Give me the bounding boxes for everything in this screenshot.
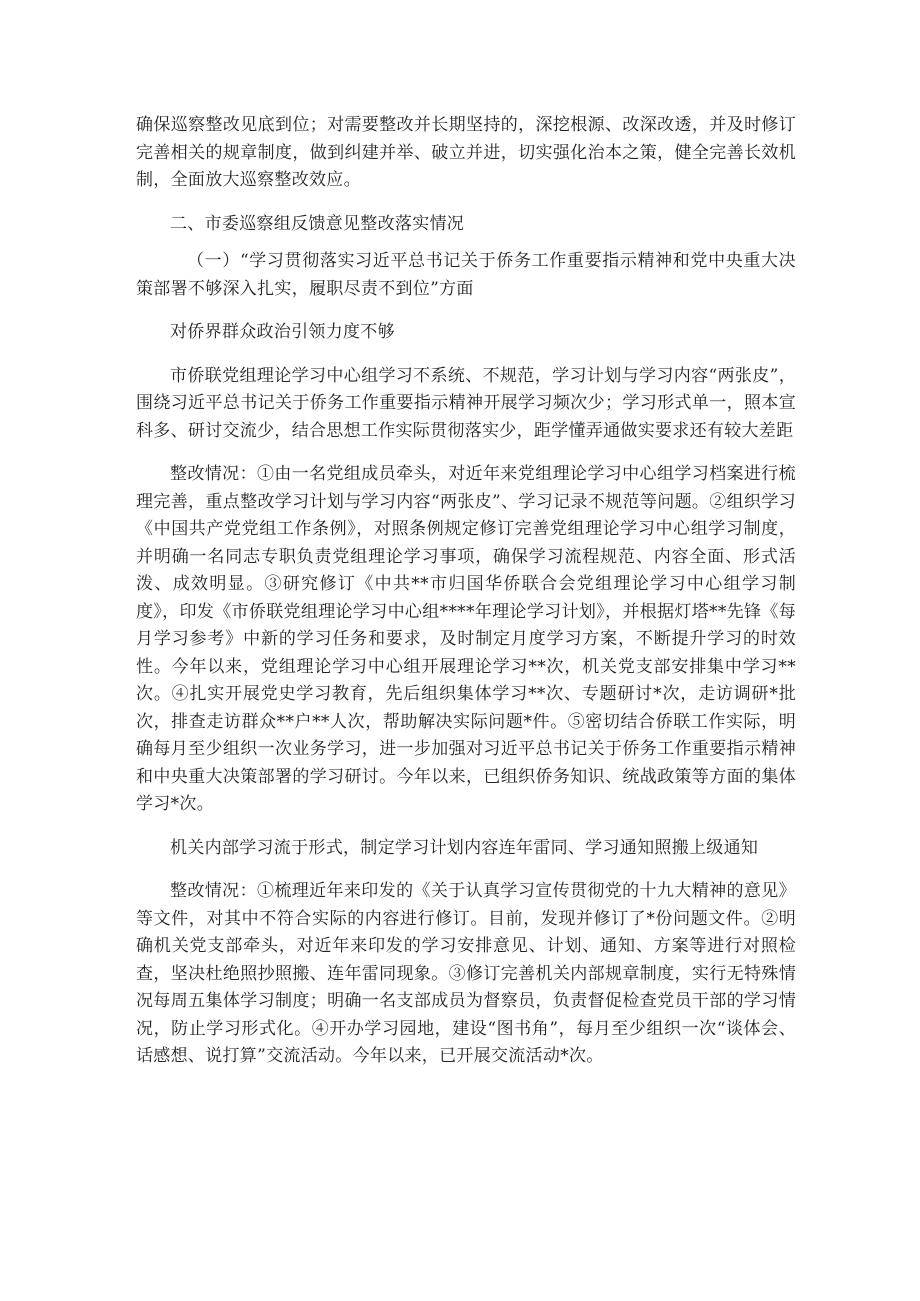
document-page: [136, 112, 796, 1071]
rectification-2: 整改情况：①梳理近年来印发的《关于认真学习宣传贯彻党的十九大精神的意见》等文件，对其中不符合实际的内容进行修订。目前，发现并修订了*份问题文件。②明确机关党支部牵头，对近年来印发的学习安排意见、计划、通知、方案等进行对照检查，坚决杜绝照抄照搬、连年雷同现象。③修订完善机关内部规章制度，实行无特殊情况每周五集体学习制度；明确一名支部成员为督察员，负责督促检查党员干部的学习情况，防止学习形式化。④开办学习园地，建设“图书角”，每月至少组织一次“谈体会、话感想、说打算”交流活动。今年以来，已开展交流活动*次。: [136, 881, 796, 1066]
issue-title-1: 对侨界群众政治引领力度不够: [170, 322, 395, 342]
subsection-heading-1: （一）“学习贯彻落实习近平总书记关于侨务工作重要指示精神和党中央重大决策部署不够深入扎实，履职尽责不到位”方面: [136, 251, 796, 299]
issue-title-2: 机关内部学习流于形式，制定学习计划内容连年雷同、学习通知照搬上级通知: [170, 837, 759, 858]
issue-detail-1: 市侨联党组理论学习中心组学习不系统、不规范，学习计划与学习内容“两张皮”，围绕习近平总书记关于侨务工作重要指示精神开展学习频次少；学习形式单一，照本宣科多、研讨交流少，结合思想工作实际贯彻落实少，距学懂弄通做实要求还有较大差距: [136, 365, 796, 441]
paragraph-continuation: 确保巡察整改见底到位；对需要整改并长期坚持的，深挖根源、改深改透，并及时修订完善相关的规章制度，做到纠建并举、破立并进，切实强化治本之策，健全完善长效机制，全面放大巡察整改效应。: [136, 115, 796, 190]
section-heading-2: 二、市委巡察组反馈意见整改落实情况: [170, 213, 465, 234]
rectification-1: 整改情况：①由一名党组成员牵头，对近年来党组理论学习中心组学习档案进行梳理完善，重点整改学习计划与学习内容“两张皮”、学习记录不规范等问题。②组织学习《中国共产党党组工作条例》，对照条例规定修订完善党组理论学习中心组学习制度，并明确一名同志专职负责党组理论学习事项，确保学习流程规范、内容全面、形式活泼、成效明显。③研究修订《中共**市归国华侨联合会党组理论学习中心组学习制度》，印发《市侨联党组理论学习中心组****年理论学习计划》，并根据灯塔**先锋《每月学习参考》中新的学习任务和要求，及时制定月度学习方案，不断提升学习的时效性。今年以来，党组理论学习中心组开展理论学习**次，机关党支部安排集中学习**次。④扎实开展党史学习教育，先后组织集体学习**次、专题研讨*次，走访调研*批次，排查走访群众**户**人次，帮助解决实际问题*件。⑤密切结合侨联工作实际，明确每月至少组织一次业务学习，进一步加强对习近平总书记关于侨务工作重要指示精神和中央重大决策部署的学习研讨。今年以来，已组织侨务知识、统战政策等方面的集体学习*次。: [136, 464, 796, 814]
